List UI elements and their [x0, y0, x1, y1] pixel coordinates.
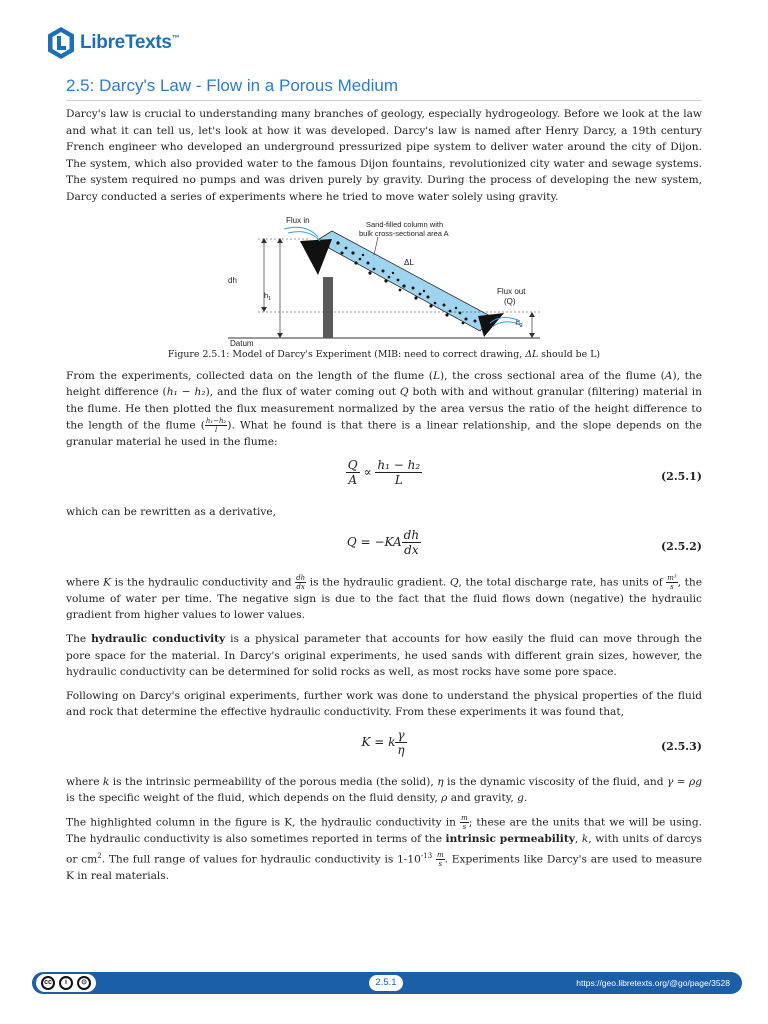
- libretexts-logo[interactable]: [46, 26, 179, 60]
- page-number: 2.5.1: [369, 975, 403, 991]
- outlet-funnel: [478, 313, 504, 337]
- equation-2-5-2: Q = −KA $\frac{dh}{dx}$ (2.5.2): [346, 527, 702, 557]
- datum-label: Datum: [230, 338, 254, 347]
- sand-column: [316, 228, 492, 331]
- h2-label: $h_2$: [516, 319, 523, 329]
- q-label: (Q): [504, 296, 516, 306]
- column-pointer: [374, 237, 378, 255]
- logo-text: LibreTexts™: [80, 32, 180, 53]
- permeability-paragraph: where k is the intrinsic permeability of the porous media (the solid), η is the dynamic viscosity of the fluid, and γ = ρg is the specific weight of the fluid, which depends on the fluid density, ρ and gravity, g.: [66, 775, 702, 805]
- flux-out-label: Flux out: [497, 286, 526, 296]
- equation-2-5-1: $\frac{Q}{A}$ ∝ $\frac{\text{h₁ − h₂}}{L}$ (2.5.1): [347, 458, 702, 488]
- hydraulic-conductivity-paragraph: The hydraulic conductivity is a physical parameter that accounts for how easily the fluid can move through the pore space for the material. In Darcy's original experiments, he used sands with different grain sizes, however, the hydraulic conductivity can be determined for solid rocks as well, as most rocks have some pore space.: [66, 632, 703, 679]
- column-label-2: bulk cross-sectional area A: [359, 228, 449, 238]
- inlet-funnel: [300, 239, 332, 275]
- units-paragraph: The highlighted column in the figure is K, the hydraulic conductivity in $\frac{m}{s}$ ; these are the units that we will be using. The hydraulic conductivity is also sometimes reported in terms of the intrinsic permeability, k, with units of darcys or $cm^2$. The full range of values for hydraulic conductivity is $1-10^{-13}$ $\frac{m}{s}$ . Experiments like Darcy's are used to measure K in real materials.: [66, 814, 702, 882]
- conductivity-definition-paragraph: where K is the hydraulic conductivity and $\frac{dh}{dx}$ is the hydraulic gradient. Q, the total discharge rate, has units of $\frac{\text{m³}}{s}$ , the volume of water per time. The negative sign is due to the fact that the fluid flows down (negative) the hydraulic gradient from higher values to lower values.: [66, 573, 702, 622]
- equation-2-5-3: K = k $\frac{\gamma}{\eta}$ (2.5.3): [361, 727, 702, 757]
- delta-l-label: ΔL: [404, 257, 414, 267]
- further-work-paragraph: Following on Darcy's original experiments, further work was done to understand the physical properties of the fluid and rock that determine the effective hydraulic conductivity. From these experiments it was found that,: [66, 689, 702, 719]
- flux-in-label: Flux in: [286, 215, 310, 225]
- page-url-link[interactable]: https://geo.libretexts.org/@go/page/3528: [576, 978, 730, 988]
- article-body: [66, 106, 702, 891]
- cc-by-license-badge[interactable]: [36, 974, 96, 992]
- derivative-paragraph: which can be rewritten as a derivative,: [66, 506, 276, 519]
- h1-label: $h_1$: [264, 290, 271, 302]
- column-label-1: Sand-filled column with: [366, 219, 444, 229]
- cc-icon: cc: [41, 976, 55, 990]
- intro-paragraph: Darcy's law is crucial to understanding many branches of geology, especially hydrogeology. Before we look at the law and what it can tell us, let's look at how it was developed. Darcy's law is named after Henry Darcy, a 19th century French engineer who developed an underground pressurized pipe system to deliver water around the city of Dijon. The system, which also provided water to the famous Dijon fountains, revolutionized city water and sewage systems. The system required no pumps and was driven purely by gravity. During the process of developing the new system, Darcy conducted a series of experiments where he tried to move water solely using gravity.: [66, 108, 702, 203]
- share-alike-icon: ⊙: [77, 976, 91, 990]
- figure-caption: Figure 2.5.1: Model of Darcy's Experiment (MIB: need to correct drawing, ΔL should be L): [167, 348, 601, 360]
- dh-label: dh: [228, 275, 237, 285]
- darcy-diagram: [228, 213, 540, 347]
- support-post: [323, 277, 333, 338]
- figure-darcy-experiment: [66, 213, 702, 347]
- libretexts-logo-icon: [46, 26, 76, 60]
- page-title: 2.5: Darcy's Law - Flow in a Porous Medium: [66, 76, 702, 101]
- attribution-icon: i: [59, 976, 73, 990]
- experiment-paragraph: From the experiments, collected data on the length of the flume (L), the cross sectional area of the flume (A), the height difference (h₁ − h₂), and the flux of water coming out Q both with and without granular (filtering) material in the flume. He then plotted the flux measurement normalized by the area versus the ratio of the height difference to the length of the flume ( $\frac{\text{h₁−h₂}}{l}$ ). What he found is that there is a linear relationship, and the slope depends on the granular material he used in the flume:: [66, 369, 703, 449]
- page-footer: [32, 972, 742, 994]
- flux-in-arc-2: [288, 231, 320, 240]
